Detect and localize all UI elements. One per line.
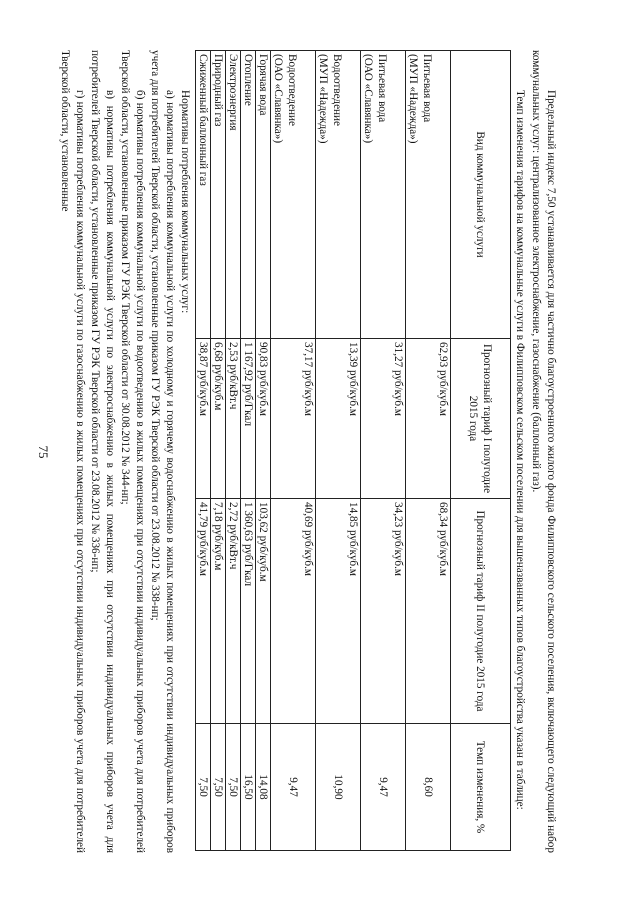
service-line: (ОАО «Славянка») [362,54,374,144]
cell-tariff-h1: 2,53 руб/кВт.ч [226,339,241,499]
norms-title: Нормативы потребления коммунальных услуг: [179,90,191,314]
cell-tariff-h1: 31,27 руб/куб.м [361,339,406,499]
cell-tariff-h2: 1 360,63 руб/Гкал [241,499,256,724]
cell-service [361,51,406,339]
cell-tariff-h1: 1 167,92 руб/Гкал [241,339,256,499]
table-row [361,51,406,851]
cell-tariff-h2: 41,79 руб/куб.м [196,499,211,724]
table-row [316,51,361,851]
cell-tariff-h2: 103,62 руб/куб.м [256,499,271,724]
table-row [196,51,211,851]
table-row [241,51,256,851]
service-line: Природный газ [212,54,224,127]
table-row [271,51,316,851]
cell-service [196,51,211,339]
table-row [406,51,451,851]
document-body [58,50,558,853]
cell-rate: 9,47 [361,724,406,851]
cell-rate: 10,90 [316,724,361,851]
cell-rate: 7,50 [211,724,226,851]
norm-d: г) нормативы потребления коммунальной услуги по газоснабжению в жилых помещениях при отсутствии индивидуальных приборов учета для потребителей Тверской области, установленные [59,50,86,853]
table-row [226,51,241,851]
intro-paragraph: Предельный индекс 7,50 устанавливается для частично благоустроенного жилого фонда Филипповского сельского поселения, включающего следующий набор коммунальных услуг: централизованное электроснабжение, газоснабжение (баллонный газ). [530,50,557,853]
service-line: Отопление [242,54,254,106]
cell-service [211,51,226,339]
cell-tariff-h1: 38,87 руб/куб.м [196,339,211,499]
norm-b: б) нормативы потребления коммунальной услуги по водоотведению в жилых помещениях при отсутствии индивидуальных приборов учета для потребителей Тверской области, установленные приказом ГУ РЭК Тверской области от 30.08.2012 № 344-нп; [119,50,146,853]
service-line: Горячая вода [257,54,269,116]
cell-tariff-h1: 90,83 руб/куб.м [256,339,271,499]
cell-tariff-h2: 2,72 руб/кВт.ч [226,499,241,724]
service-line: (ОАО «Славянка») [272,54,284,144]
service-line: Водоотведение [286,54,298,126]
norm-c: в) нормативы потребления коммунальной услуги по электроснабжению в жилых помещениях при отсутствии индивидуальных приборов учета для потребителей Тверской области, установленные приказом ГУ РЭК Тверской области от 23.08.2012 № 336-нп; [89,50,116,853]
rotated-page-content [58,50,558,853]
service-line: Водоотведение [331,54,343,126]
table-caption: Темп изменения тарифов на коммунальные услуги в Филипповском сельском поселении для вышеназванных типов благоустройства указан в таблице: [514,90,526,810]
service-line: Сжиженный баллонный газ [197,54,209,186]
header-rate: Темп изменения, % [451,724,511,851]
cell-rate: 7,50 [226,724,241,851]
cell-tariff-h1: 62,93 руб/куб.м [406,339,451,499]
cell-service [406,51,451,339]
cell-tariff-h2: 40,69 руб/куб.м [271,499,316,724]
cell-rate: 7,50 [196,724,211,851]
header-tariff-h1: Прогнозный тариф I полугодие 2015 года [451,339,511,499]
service-line: (МУП «Надежда») [317,54,329,144]
cell-rate: 16,50 [241,724,256,851]
header-service: Вид коммунальной услуги [451,51,511,339]
cell-tariff-h1: 37,17 руб/куб.м [271,339,316,499]
cell-rate: 9,47 [271,724,316,851]
cell-tariff-h1: 13,39 руб/куб.м [316,339,361,499]
header-tariff-h2: Прогнозный тариф II полугодие 2015 года [451,499,511,724]
service-line: Питьевая вода [376,54,388,123]
cell-tariff-h2: 14,85 руб/куб.м [316,499,361,724]
cell-service [316,51,361,339]
table-row [211,51,226,851]
cell-tariff-h2: 7,18 руб/куб.м [211,499,226,724]
table-row [256,51,271,851]
cell-rate: 14,08 [256,724,271,851]
cell-service [271,51,316,339]
cell-tariff-h2: 34,23 руб/куб.м [361,499,406,724]
table-header-row [451,51,511,851]
service-line: Электроэнергия [227,54,239,131]
service-line: Питьевая вода [421,54,433,123]
cell-service [256,51,271,339]
cell-service [241,51,256,339]
cell-tariff-h1: 6,68 руб/куб.м [211,339,226,499]
service-line: (МУП «Надежда») [407,54,419,144]
cell-rate: 8,60 [406,724,451,851]
tariff-table [195,50,511,851]
norm-a: а) нормативы потребления коммунальной услуги по холодному и горячему водоснабжению в жилых помещениях при отсутствии индивидуальных приборов учета для потребителей Тверской области, установленные приказом ГУ РЭК Тверской области от 23.08.2012 № 338-нп; [149,50,176,853]
cell-tariff-h2: 68,34 руб/куб.м [406,499,451,724]
page-number-text: 75 [36,445,51,459]
cell-service [226,51,241,339]
